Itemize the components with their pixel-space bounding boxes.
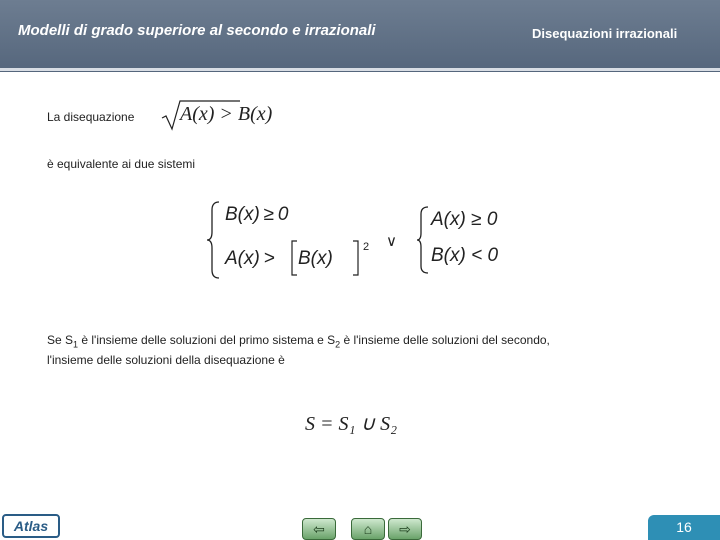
system-2-row-2: B(x) < 0 [431,245,499,266]
home-button[interactable] [351,518,385,540]
prev-button[interactable] [302,518,336,540]
solution-formula: S = S₁ ∪ S₂ [305,413,398,435]
arrow-right-icon: ⇨ [399,521,411,537]
system-1 [205,200,380,280]
page-number: 16 [648,515,720,540]
home-icon: ⌂ [363,521,373,537]
system-1-row-2: A(x) > [225,248,279,269]
intro-text: La disequazione [47,110,135,124]
system-2-row-1: A(x) ≥ 0 [431,209,498,230]
equivalence-text: è equivalente ai due sistemi [47,157,196,171]
bracket-content: B(x) [298,248,333,269]
irrational-inequality: A(x) > B(x) [160,98,300,132]
header-divider [0,68,720,71]
explanation-paragraph: Se $S_1$ è l'insieme delle soluzioni del primo sistema e $S_2$ è l'insieme delle soluzioni del secondo, l'insieme delle soluzioni della disequazione è [47,333,550,368]
slide-header [0,0,720,72]
left-brace [205,200,225,280]
system-1-row-1: B(x) ≥ 0 [225,204,289,225]
system-2 [415,205,525,275]
atlas-logo: Atlas [2,514,60,538]
next-button[interactable] [388,518,422,540]
svg-text:2: 2 [363,241,369,253]
section-title: Disequazioni irrazionali [532,26,678,41]
or-symbol: ∨ [386,233,397,250]
chapter-title: Modelli di grado superiore al secondo e irrazionali [18,22,376,39]
arrow-left-icon: ⇦ [313,521,325,537]
